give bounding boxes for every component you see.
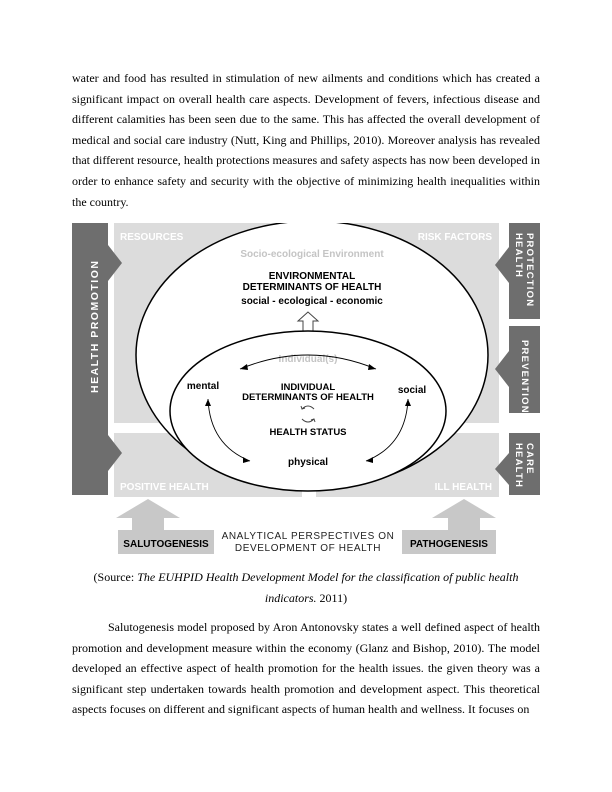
mental-label: mental — [186, 381, 220, 392]
physical-label: physical — [287, 457, 329, 468]
env-dimensions: social - ecological - economic — [241, 296, 383, 307]
body-paragraph-1: water and food has resulted in stimulation of new ailments and conditions which has created a significant impact on overall health care aspects. Development of fevers, infectious disease and different calamities has been seen due to the same. This has affected the overall development of medical and social care industry (Nutt, King and Phillips, 2010). Moreover analysis has revealed that different resource, health protections measures and safety aspects has now been developed in order to enhance safety and security with the objective of minimizing health inequalities within the country. — [72, 71, 540, 209]
euhpid-model-figure — [72, 223, 540, 555]
health-status-label: HEALTH STATUS — [269, 427, 347, 438]
positive-health-label: POSITIVE HEALTH — [120, 482, 209, 493]
pathogenesis-up-arrow — [432, 499, 496, 533]
socio-ecological-label: Socio-ecological Environment — [240, 249, 384, 260]
pathogenesis-label: PATHOGENESIS — [410, 539, 488, 550]
social-label: social — [397, 385, 427, 396]
caption-title: The EUHPID Health Development Model for the classification of public health indicators. — [137, 570, 519, 605]
prevention-label: PREVENTION — [519, 340, 530, 414]
individual-determinants-title-2: DETERMINANTS OF HEALTH — [242, 392, 374, 403]
analytical-perspectives-label-1: ANALYTICAL PERSPECTIVES ON — [221, 531, 395, 542]
resources-label: RESOURCES — [120, 232, 184, 243]
model-diagram — [72, 223, 540, 555]
caption-prefix: (Source: — [93, 570, 138, 584]
salutogenesis-up-arrow — [116, 499, 180, 533]
individuals-label: Individual(s) — [278, 354, 338, 365]
risk-factors-label: RISK FACTORS — [417, 232, 492, 243]
figure-caption — [72, 567, 540, 608]
prevention-band — [495, 326, 540, 413]
caption-suffix: 2011) — [316, 590, 348, 605]
env-determinants-title-2: DETERMINANTS OF HEALTH — [242, 282, 382, 293]
health-promotion-label: HEALTH PROMOTION — [89, 259, 101, 393]
health-protection-label-2: PROTECTION — [524, 233, 535, 308]
body-paragraph-2: Salutogenesis model proposed by Aron Antonovsky states a well defined aspect of health promotion and development measure within the economy (Glanz and Bishop, 2010). The model developed an effective aspect of health promotion for the health issues. the given theory was a significant step undertaken towards health promotion and development aspect. This theoretical aspects focuses on different and significant aspects of human health and wellness. It focuses on — [72, 620, 540, 717]
individual-determinants-title-1: INDIVIDUAL — [280, 382, 336, 393]
health-care-label-1: HEALTH — [513, 443, 524, 489]
analytical-perspectives-label-2: DEVELOPMENT OF HEALTH — [234, 543, 382, 554]
ill-health-label: ILL HEALTH — [434, 482, 492, 493]
health-care-label-2: CARE — [524, 443, 535, 475]
health-protection-label-1: HEALTH — [513, 233, 524, 279]
env-determinants-title-1: ENVIRONMENTAL — [268, 271, 356, 282]
salutogenesis-label: SALUTOGENESIS — [123, 539, 209, 550]
